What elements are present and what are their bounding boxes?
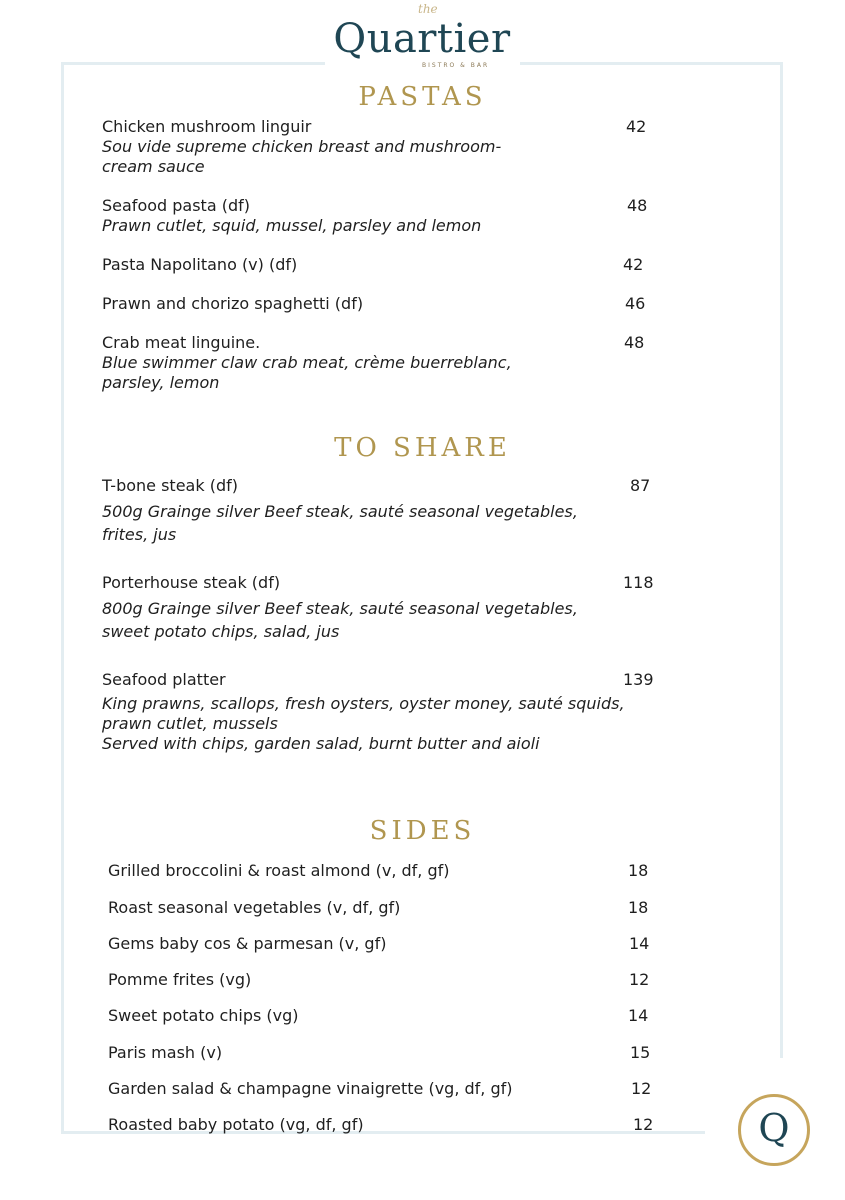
item-name: Crab meat linguine. [102,333,261,352]
side-name: Grilled broccolini & roast almond (v, df, gf) [108,861,450,880]
item-description-line3: Served with chips, garden salad, burnt butter and aioli [102,734,540,753]
side-name: Sweet potato chips (vg) [108,1006,299,1025]
menu-item [102,573,662,643]
section-heading-to-share: TO SHARE [334,433,511,463]
item-price: 46 [625,294,646,313]
side-item [108,970,668,990]
section-heading-pastas: PASTAS [358,82,487,112]
item-name: T-bone steak (df) [102,476,238,495]
side-price: 12 [633,1115,654,1134]
brand-name: Quartier [333,16,511,62]
item-description-line2: prawn cutlet, mussels [102,714,278,733]
item-price: 48 [624,333,645,352]
item-name: Seafood pasta (df) [102,196,250,215]
item-name: Chicken mushroom linguir [102,117,312,136]
brand-tagline: BISTRO & BAR [422,62,490,69]
item-name: Porterhouse steak (df) [102,573,281,592]
side-name: Pomme frites (vg) [108,970,252,989]
menu-item [102,294,662,314]
item-price: 42 [626,117,647,136]
item-description-line2: sweet potato chips, salad, jus [102,622,340,641]
item-description-line2: frites, jus [102,525,177,544]
item-price: 48 [627,196,648,215]
side-name: Roast seasonal vegetables (v, df, gf) [108,898,401,917]
menu-item [102,196,662,236]
side-price: 14 [629,934,650,953]
item-description: King prawns, scallops, fresh oysters, oyster money, sauté squids, [102,694,625,713]
menu-item [102,255,662,275]
side-price: 18 [628,861,649,880]
menu-item [102,476,662,546]
item-description-line2: cream sauce [102,157,205,176]
side-price: 15 [630,1043,651,1062]
side-price: 14 [628,1006,649,1025]
brand-prefix: the [418,2,438,16]
side-item [108,1115,668,1135]
item-price: 42 [623,255,644,274]
item-description: Blue swimmer claw crab meat, crème buerreblanc, [102,353,512,372]
monogram-logo [738,1094,810,1166]
item-price: 87 [630,476,651,495]
item-description-line2: parsley, lemon [102,373,220,392]
brand-logo [322,0,522,75]
menu-item [102,333,662,393]
side-name: Gems baby cos & parmesan (v, gf) [108,934,387,953]
item-name: Seafood platter [102,670,226,689]
side-name: Roasted baby potato (vg, df, gf) [108,1115,364,1134]
side-item [108,934,668,954]
item-name: Prawn and chorizo spaghetti (df) [102,294,364,313]
item-price: 139 [623,670,654,689]
side-item [108,1043,668,1063]
side-item [108,1079,668,1099]
side-price: 18 [628,898,649,917]
menu-item [102,670,702,754]
item-description: Prawn cutlet, squid, mussel, parsley and lemon [102,216,482,235]
side-item [108,1006,668,1026]
side-name: Garden salad & champagne vinaigrette (vg, df, gf) [108,1079,513,1098]
item-name: Pasta Napolitano (v) (df) [102,255,298,274]
item-description: 800g Grainge silver Beef steak, sauté seasonal vegetables, [102,599,578,618]
item-description: Sou vide supreme chicken breast and mushroom- [102,137,502,156]
item-price: 118 [623,573,654,592]
side-name: Paris mash (v) [108,1043,223,1062]
side-item [108,898,668,918]
section-heading-sides: SIDES [369,816,476,846]
side-item [108,861,668,881]
monogram-letter: Q [758,1106,790,1150]
side-price: 12 [629,970,650,989]
menu-item [102,117,662,177]
item-description: 500g Grainge silver Beef steak, sauté seasonal vegetables, [102,502,578,521]
side-price: 12 [631,1079,652,1098]
